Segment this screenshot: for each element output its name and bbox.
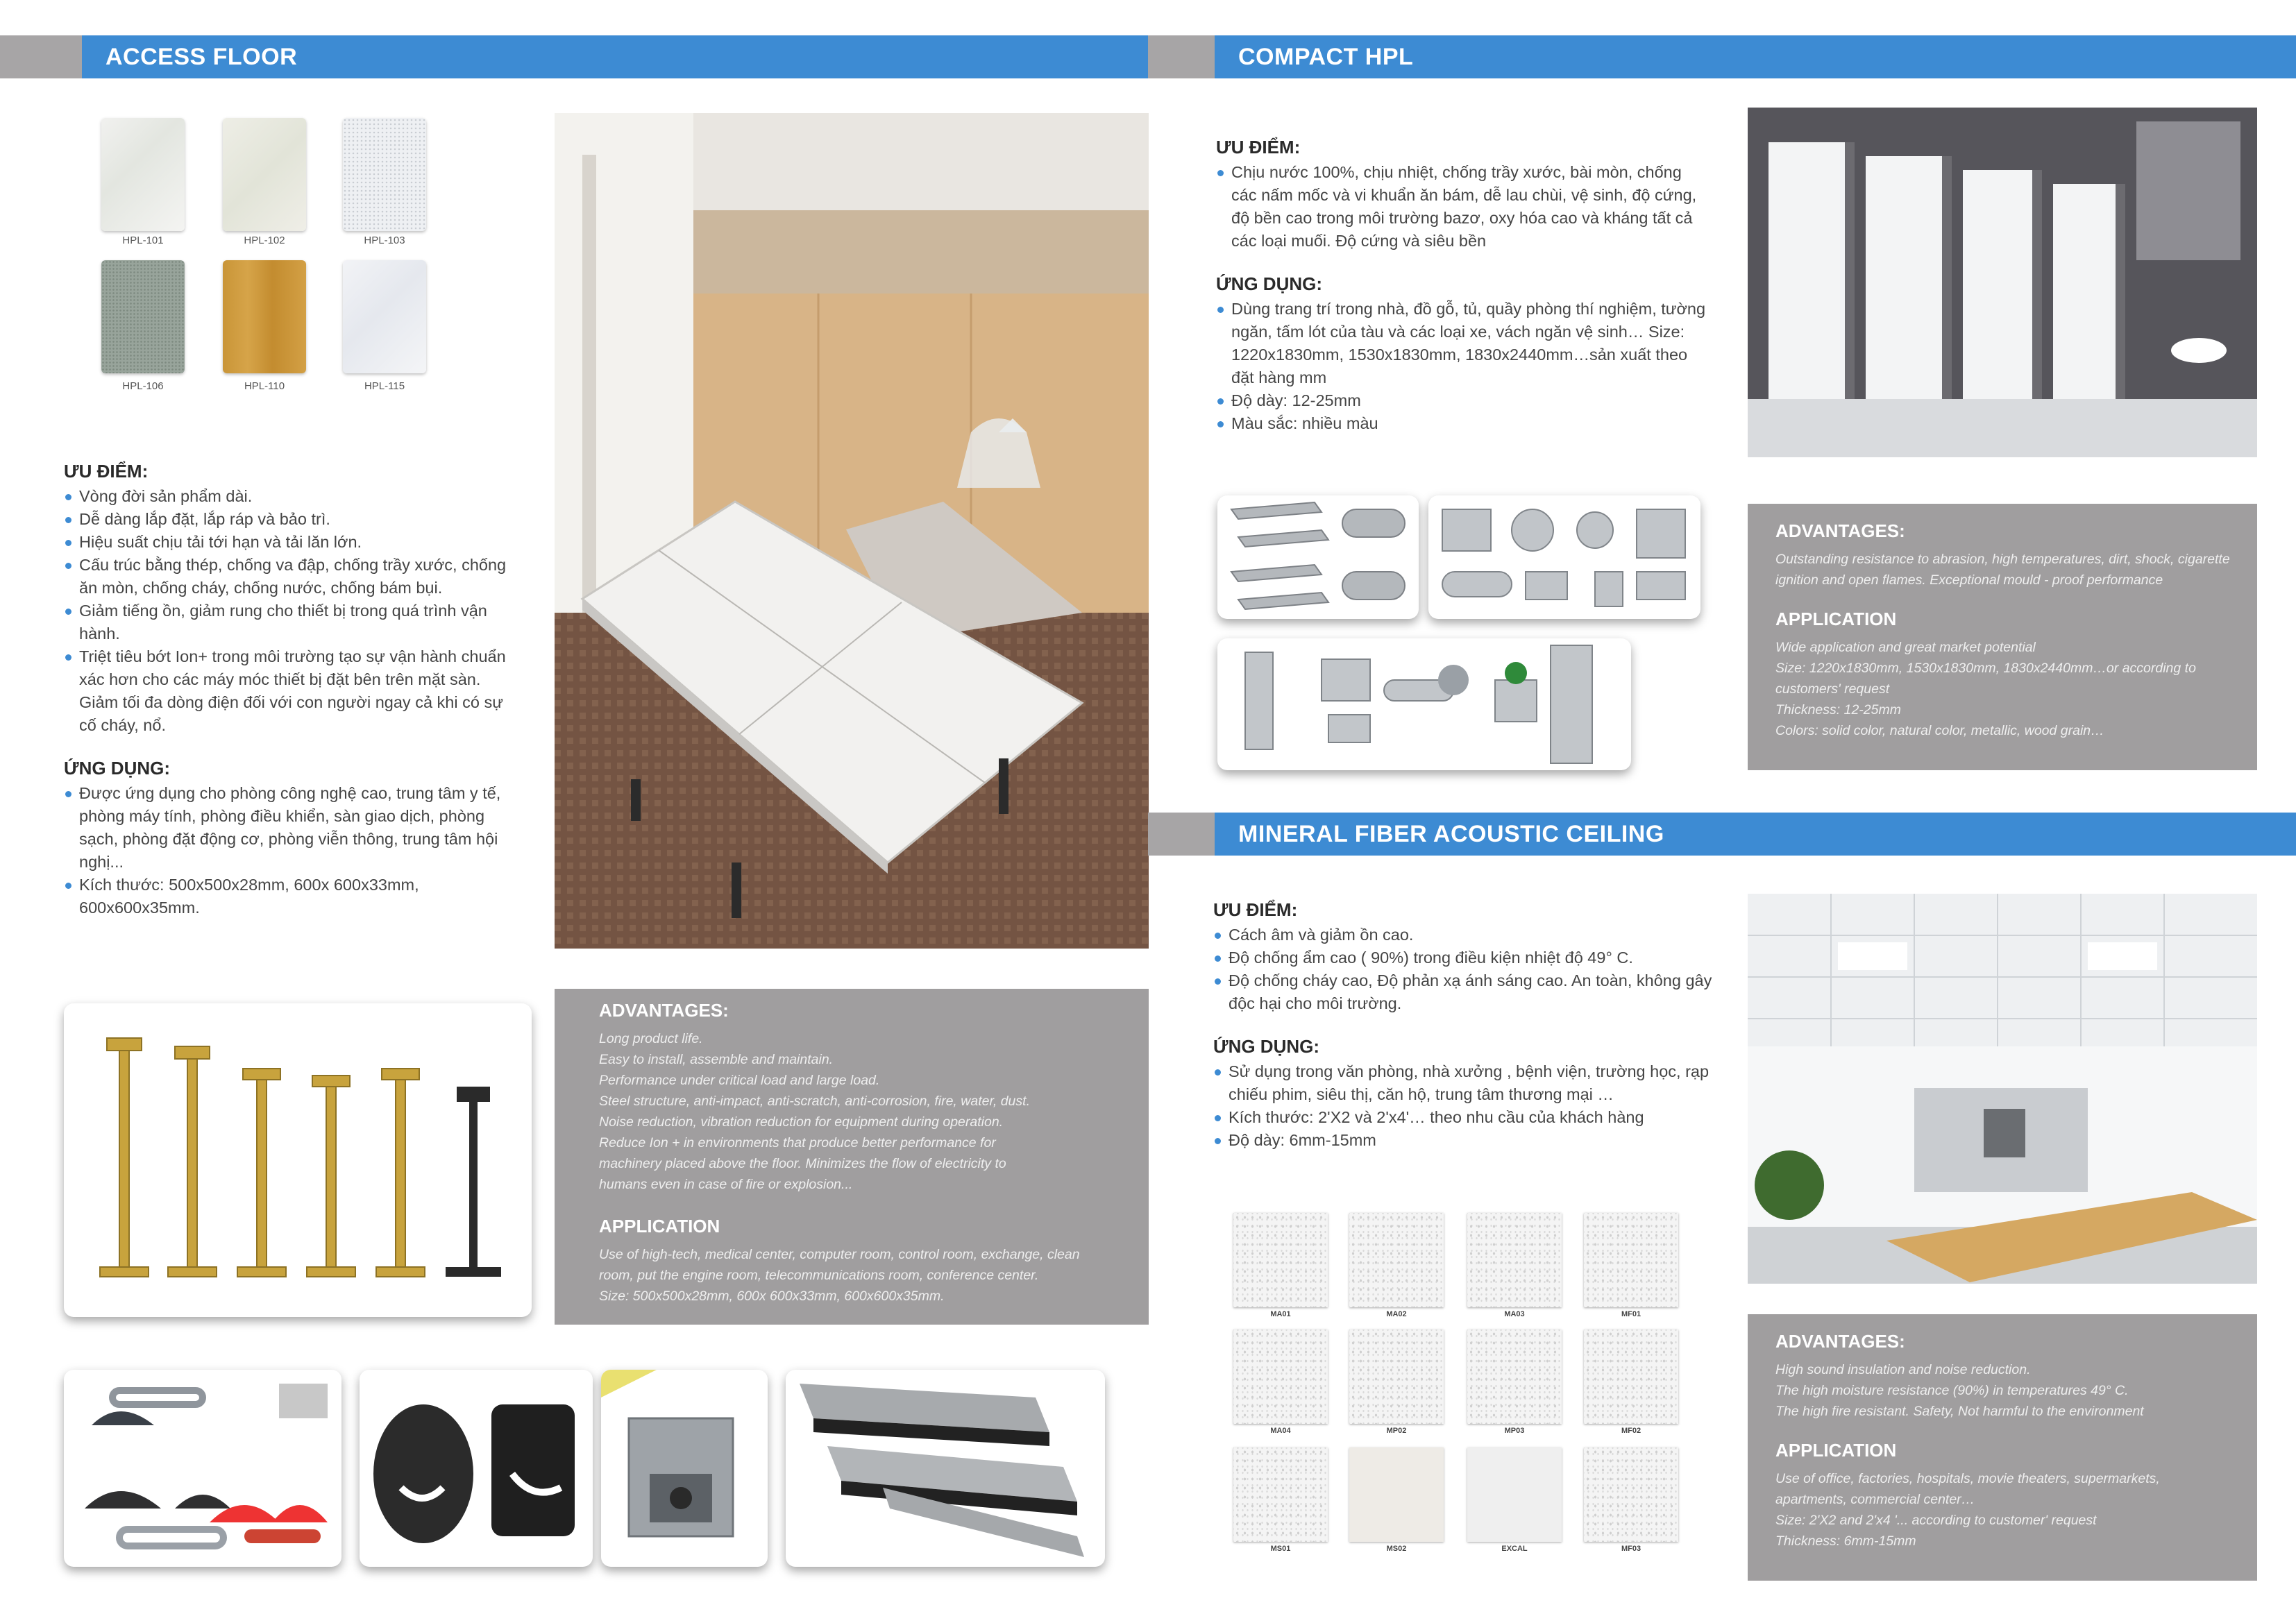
en-text-line: Use of office, factories, hospitals, movie theaters, supermarkets, — [1775, 1471, 2160, 1486]
swatch-label: HPL-106 — [122, 380, 164, 392]
en-text-line: customers' request — [1775, 681, 1890, 697]
swatch-hpl-110 — [223, 260, 306, 373]
en-text-line: Thickness: 12-25mm — [1775, 702, 1901, 717]
tile-label: MA02 — [1386, 1310, 1407, 1318]
suction-lifters-card — [64, 1370, 341, 1567]
en-advantages-title: ADVANTAGES: — [599, 1000, 729, 1021]
tile-mf02 — [1584, 1329, 1678, 1424]
hpl-fittings-card — [1217, 638, 1631, 770]
fittings-illustration — [1217, 638, 1631, 770]
tile-label: MP02 — [1386, 1427, 1407, 1435]
application-vn-list — [64, 782, 508, 919]
floor-box-illustration — [601, 1370, 768, 1567]
access-floor-vn-text — [64, 461, 508, 919]
floor-socket-box-card — [601, 1370, 768, 1567]
swatch-label: HPL-102 — [244, 235, 285, 246]
advantages-vn-list — [64, 485, 508, 737]
list-item: Độ dày: 12-25mm — [1216, 389, 1709, 412]
swatch-hpl-103 — [343, 118, 426, 231]
stringer-illustration — [786, 1370, 1105, 1567]
list-item: Kích thước: 500x500x28mm, 600x 600x33mm, 600x600x35mm. — [64, 874, 508, 919]
en-application-title: APPLICATION — [1775, 609, 1897, 629]
grommet-caps-card — [360, 1370, 593, 1567]
advantages-vn-title: ƯU ĐIỂM: — [1216, 137, 1301, 158]
tile-ms02 — [1349, 1447, 1444, 1542]
tile-ma02 — [1349, 1213, 1444, 1307]
tile-ma01 — [1233, 1213, 1328, 1307]
en-text-line: Outstanding resistance to abrasion, high temperatures, dirt, shock, cigarette — [1775, 552, 2230, 567]
advantages-vn-title: ƯU ĐIỂM: — [1213, 899, 1298, 920]
list-item: Dễ dàng lắp đặt, lắp ráp và bảo trì. — [64, 508, 508, 531]
tile-label: MA04 — [1270, 1427, 1291, 1435]
profiles-illustration — [1217, 495, 1419, 619]
en-text-line: High sound insulation and noise reduction. — [1775, 1362, 2031, 1377]
list-item: Màu sắc: nhiều màu — [1216, 412, 1709, 435]
tile-mp03 — [1467, 1329, 1562, 1424]
swatch-hpl-115 — [343, 260, 426, 373]
left-header-grey-strip — [0, 35, 82, 78]
grommet-illustration — [360, 1370, 593, 1567]
list-item: Được ứng dụng cho phòng công nghệ cao, trung tâm y tế, phòng máy tính, phòng điều khiển, sàn giao dịch, phòng sạch, phòng đặt động cơ, phòng viễn thông, trung tâm hội nghị... — [64, 782, 508, 874]
access-floor-header: ACCESS FLOOR — [82, 35, 1148, 78]
raised-floor-illustration — [555, 113, 1149, 949]
list-item: Chịu nước 100%, chịu nhiệt, chống trầy xước, bài mòn, chống các nấm mốc và vi khuẩn ăn bám, dễ lau chùi, vệ sinh, độ cứng, độ bền cao trong môi trường bazơ, oxy hóa cao và kháng tất cả các loại muối. Độ cứng và siêu bền — [1216, 161, 1709, 253]
tile-label: MS01 — [1270, 1545, 1291, 1553]
list-item: Kích thước: 2'X2 và 2'x4'… theo nhu cầu của khách hàng — [1213, 1106, 1713, 1129]
list-item: Độ dày: 6mm-15mm — [1213, 1129, 1713, 1152]
ceiling-office-photo — [1748, 894, 2257, 1284]
suction-lifter-illustration — [64, 1370, 341, 1567]
en-text-line: Easy to install, assemble and maintain. — [599, 1052, 834, 1067]
en-text-line: Colors: solid color, natural color, metallic, wood grain… — [1775, 723, 2104, 738]
tile-mf01 — [1584, 1213, 1678, 1307]
tile-excal — [1467, 1447, 1562, 1542]
list-item: Cách âm và giảm ồn cao. — [1213, 924, 1713, 946]
mineral-header-grey-strip — [1148, 813, 1215, 856]
en-advantages-title: ADVANTAGES: — [1775, 1331, 1905, 1352]
tile-mf03 — [1584, 1447, 1678, 1542]
list-item: Độ chống cháy cao, Độ phản xạ ánh sáng cao. An toàn, không gây độc hại cho môi trường. — [1213, 969, 1713, 1015]
swatch-hpl-101 — [101, 118, 185, 231]
en-text-line: The high fire resistant. Safety, Not harmful to the environment — [1775, 1404, 2144, 1419]
compact-hpl-header-grey-strip — [1148, 35, 1215, 78]
list-item: Triệt tiêu bớt Ion+ trong môi trường tạo sự vận hành chuẩn xác hơn cho các máy móc thiết bị đặt bên trên mặt sàn. Giảm tối đa dòng điện đối với con người ngay cả khi có sự cố cháy, nổ. — [64, 645, 508, 737]
en-text-line: Thickness: 6mm-15mm — [1775, 1533, 1916, 1549]
compact-hpl-vn-text — [1216, 137, 1709, 435]
swatch-hpl-102 — [223, 118, 306, 231]
hpl-profiles-card — [1217, 495, 1419, 619]
raised-floor-room-photo — [555, 113, 1149, 949]
tile-ma03 — [1467, 1213, 1562, 1307]
mineral-fiber-header: MINERAL FIBER ACOUSTIC CEILING — [1215, 813, 2296, 856]
steel-stringers-card — [786, 1370, 1105, 1567]
tile-ma04 — [1233, 1329, 1328, 1424]
tile-ms01 — [1233, 1447, 1328, 1542]
application-vn-list — [1213, 1060, 1713, 1152]
pedestals-illustration — [64, 1003, 532, 1317]
en-text-line: ignition and open flames. Exceptional mould - proof performance — [1775, 572, 2163, 588]
en-text-line: Noise reduction, vibration reduction for equipment during operation. — [599, 1114, 1004, 1130]
en-text-line: humans even in case of fire or explosion... — [599, 1177, 853, 1192]
list-item: Sử dụng trong văn phòng, nhà xưởng , bệnh viện, trường học, rạp chiếu phim, siêu thị, căn hộ, trung tâm thương mại … — [1213, 1060, 1713, 1106]
application-vn-title: ỨNG DỤNG: — [64, 758, 171, 779]
hinges-illustration — [1428, 495, 1700, 619]
ceiling-office-illustration — [1748, 894, 2257, 1284]
en-text-line: machinery placed above the floor. Minimizes the flow of electricity to — [599, 1156, 1006, 1171]
swatch-hpl-106 — [101, 260, 185, 373]
pedestals-photo-card — [64, 1003, 532, 1317]
en-text-line: Use of high-tech, medical center, computer room, control room, exchange, clean — [599, 1247, 1080, 1262]
en-text-line: Reduce Ion + in environments that produce better performance for — [599, 1135, 996, 1150]
mineral-fiber-en-box — [1748, 1314, 2257, 1581]
tile-label: MP03 — [1504, 1427, 1525, 1435]
en-text-line: Size: 1220x1830mm, 1530x1830mm, 1830x2440mm…or according to — [1775, 661, 2196, 676]
toilet-partitions-photo — [1748, 108, 2257, 457]
tile-label: MA01 — [1270, 1310, 1291, 1318]
en-advantages-title: ADVANTAGES: — [1775, 520, 1905, 541]
tile-label: MF03 — [1621, 1545, 1641, 1553]
en-text-line: Size: 500x500x28mm, 600x 600x33mm, 600x600x35mm. — [599, 1289, 945, 1304]
application-vn-title: ỨNG DỤNG: — [1216, 273, 1323, 294]
en-text-line: Wide application and great market potential — [1775, 640, 2036, 655]
application-vn-list — [1216, 298, 1709, 435]
advantages-vn-list — [1213, 924, 1713, 1015]
en-text-line: Long product life. — [599, 1031, 703, 1046]
tile-label: MF01 — [1621, 1310, 1641, 1318]
access-floor-en-box — [555, 989, 1149, 1325]
list-item: Dùng trang trí trong nhà, đồ gỗ, tủ, quầy phòng thí nghiệm, tường ngăn, tấm lót của tàu và các loại xe, vách ngăn vệ sinh… Size: 1220x1830mm, 1530x1830mm, 1830x2440mm…sản xuất theo đặt hàng mm — [1216, 298, 1709, 389]
list-item: Cấu trúc bằng thép, chống va đập, chống trầy xước, chống ăn mòn, chống cháy, chống nước, chống bám bụi. — [64, 554, 508, 600]
en-text-line: apartments, commercial center… — [1775, 1492, 1975, 1507]
compact-hpl-en-box — [1748, 504, 2257, 770]
advantages-vn-list — [1216, 161, 1709, 253]
en-text-line: Steel structure, anti-impact, anti-scratch, anti-corrosion, fire, water, dust. — [599, 1094, 1030, 1109]
list-item: Độ chống ẩm cao ( 90%) trong điều kiện nhiệt độ 49° C. — [1213, 946, 1713, 969]
list-item: Giảm tiếng ồn, giảm rung cho thiết bị trong quá trình vận hành. — [64, 600, 508, 645]
tile-label: EXCAL — [1501, 1545, 1528, 1553]
en-text-line: The high moisture resistance (90%) in temperatures 49° C. — [1775, 1383, 2129, 1398]
swatch-label: HPL-103 — [364, 235, 405, 246]
en-text-line: Size: 2'X2 and 2'x4 '... according to customer' request — [1775, 1513, 2097, 1528]
swatch-label: HPL-110 — [244, 380, 285, 392]
advantages-vn-title: ƯU ĐIỂM: — [64, 461, 149, 482]
compact-hpl-header: COMPACT HPL — [1215, 35, 2296, 78]
application-vn-title: ỨNG DỤNG: — [1213, 1036, 1320, 1057]
tile-label: MF02 — [1621, 1427, 1641, 1435]
tile-mp02 — [1349, 1329, 1444, 1424]
hpl-hinges-card — [1428, 495, 1700, 619]
en-text-line: room, put the engine room, telecommunications room, conference center. — [599, 1268, 1039, 1283]
en-text-line: Performance under critical load and large load. — [599, 1073, 880, 1088]
list-item: Vòng đời sản phẩm dài. — [64, 485, 508, 508]
tile-label: MA03 — [1504, 1310, 1525, 1318]
en-application-title: APPLICATION — [1775, 1440, 1897, 1461]
list-item: Hiệu suất chịu tải tới hạn và tải lăn lớn. — [64, 531, 508, 554]
swatch-label: HPL-101 — [122, 235, 164, 246]
tile-label: MS02 — [1386, 1545, 1407, 1553]
mineral-fiber-vn-text — [1213, 899, 1713, 1152]
toilet-partitions-illustration — [1748, 108, 2257, 457]
en-application-title: APPLICATION — [599, 1216, 720, 1237]
swatch-label: HPL-115 — [364, 380, 405, 392]
